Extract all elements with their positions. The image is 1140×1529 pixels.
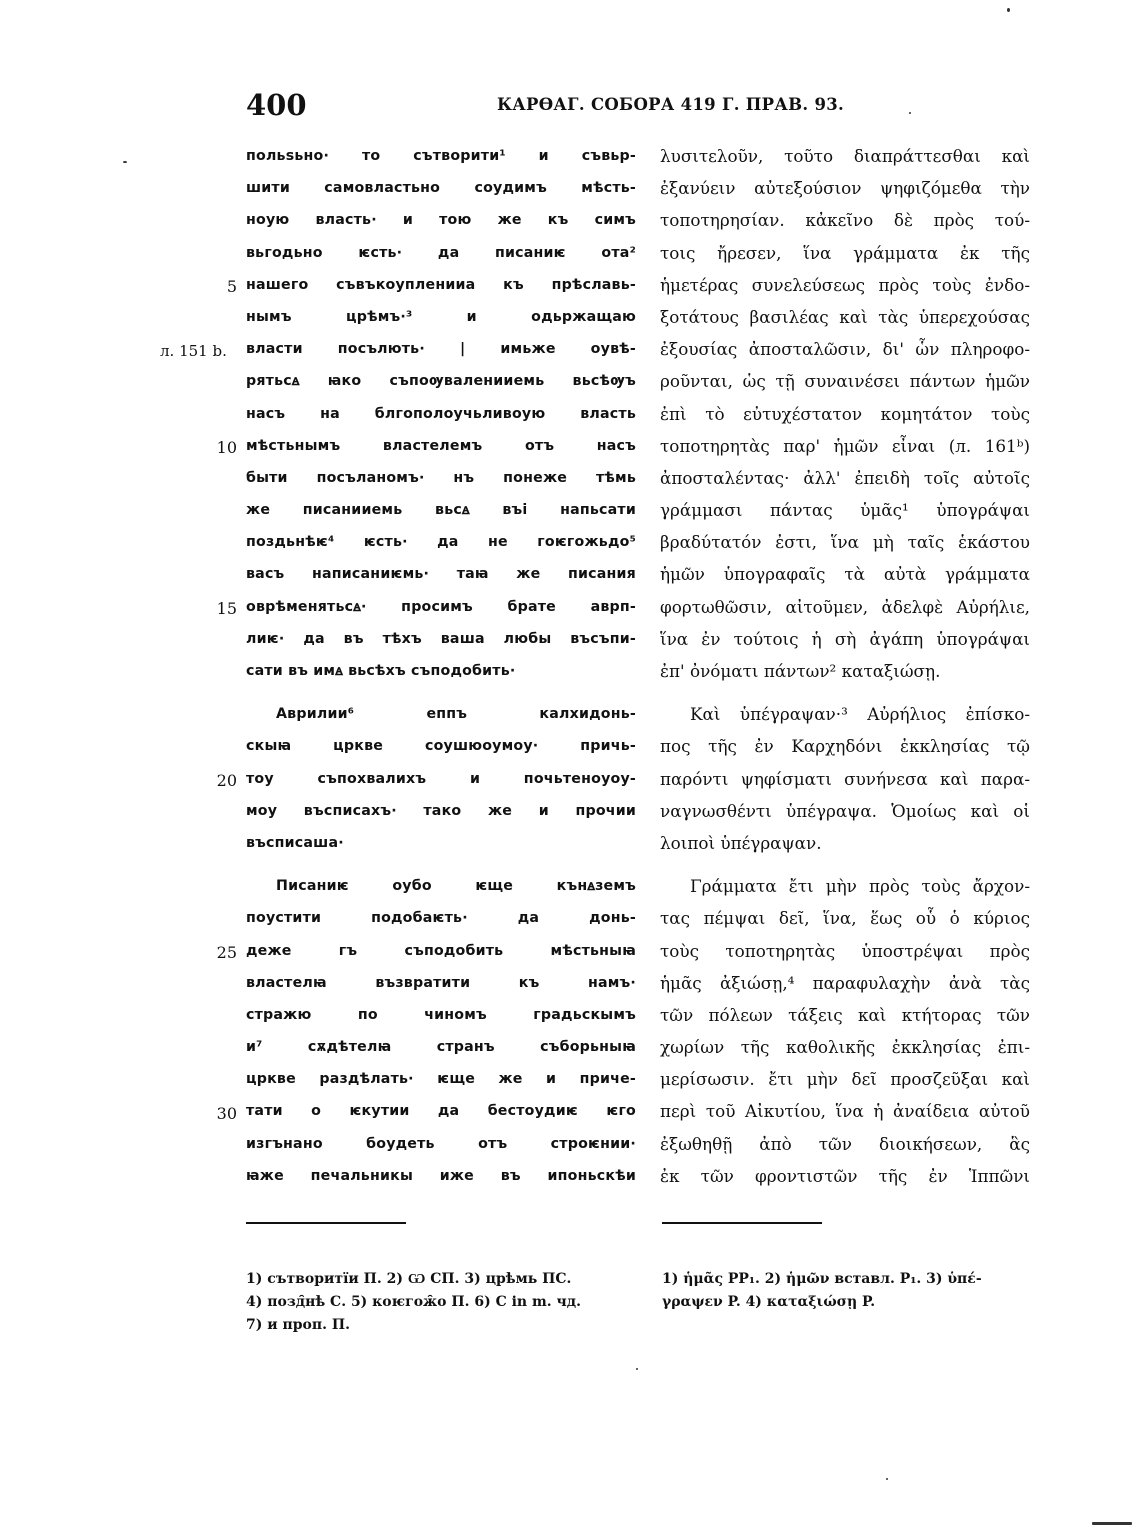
footnote-line: 4) позд̑нѣ С. 5) коѥгож̑о П. 6) С in m. чд.	[246, 1294, 581, 1310]
text-line: ꙗже печальникы иже въ ипоньскѣи	[246, 1167, 636, 1184]
text-line: насъ на блгополоучьливоую власть	[246, 405, 636, 422]
footnote-line: 7) и проп. П.	[246, 1317, 350, 1333]
folio-marker: л. 151 b.	[160, 342, 227, 360]
footnotes-right	[662, 1268, 1032, 1314]
text-line: ἐπὶ τὸ εὐτυχέστατον κομητάτον τοὺς	[660, 403, 1030, 424]
text-line: быти посъланомъ· нъ понеже тѣмь	[246, 469, 636, 486]
footnotes-left	[246, 1268, 646, 1337]
text-line: нымъ црѣмъ·³ и одьржащаю	[246, 308, 636, 325]
scan-speck	[909, 112, 911, 114]
text-line: ἐκ τῶν φροντιστῶν τῆς ἐν Ἱππῶνι	[660, 1165, 1030, 1186]
text-line: властелꙗ възвратити къ намъ·	[246, 974, 636, 991]
text-line: ἡμετέρας συνελεύσεως πρὸς τοὺς ἐνδο-	[660, 274, 1030, 295]
text-line: ноую власть· и тою же къ симъ	[246, 212, 636, 229]
text-line: въсписаша·	[246, 834, 344, 851]
scan-speck	[1092, 1522, 1132, 1525]
text-line: Аврилии⁶ еппъ калхидонь-	[276, 706, 636, 723]
text-line: παρόντι ψηφίσματι συνήνεσα καὶ παρα-	[660, 768, 1030, 789]
text-line: поздьнѣѥ⁴ ѥсть· да не гоѥгожьдо⁵	[246, 534, 636, 551]
text-line: λυσιτελοῦν, τοῦτο διαπράττεσθαι καὶ	[660, 146, 1030, 166]
text-line: ἐπ' ὀνόματι πάντων² καταξιώσῃ.	[660, 661, 941, 681]
margin-line-number: 30	[216, 1104, 237, 1123]
text-line: ἐξανύειν αὐτεξούσιον ψηφιζόμεθα τὴν	[660, 178, 1030, 199]
footnote-rule	[246, 1222, 406, 1224]
text-line: πος τῆς ἐν Καρχηδόνι ἐκκλησίας τῷ	[660, 736, 1030, 757]
text-line: рятьсꙙ ꙗко съпоѹваленииемь вьсѣѹъ	[246, 373, 636, 390]
text-line: τῶν πόλεων τάξεις καὶ κτήτορας τῶν	[660, 1004, 1030, 1025]
text-line: сати въ имꙙ вьсѣхъ съподобить·	[246, 663, 516, 679]
scan-speck	[1007, 8, 1010, 12]
text-line: лиѥ· да въ тѣхъ ваша любы въсъпи-	[246, 630, 636, 647]
text-line: μερίσωσιν. ἔτι μὴν δεῖ προσζεῦξαι καὶ	[660, 1069, 1030, 1090]
text-line: χωρίων τῆς καθολικῆς ἐκκλησίας ἐπι-	[660, 1037, 1030, 1058]
text-line: ἡμᾶς ἀξιώσῃ,⁴ παραφυλαχὴν ἀνὰ τὰς	[660, 972, 1030, 993]
text-line: ροῦνται, ὡς τῇ συναινέσει πάντων ἡμῶν	[660, 371, 1030, 392]
margin-line-number: 5	[226, 277, 237, 296]
text-line: изгънано боудеть отъ строѥнии·	[246, 1135, 636, 1152]
text-line: деже гъ съподобить мѣстьныꙗ	[246, 942, 636, 959]
text-line: γράμμασι πάντας ὑμᾶς¹ ὑπογράψαι	[660, 500, 1030, 521]
text-line: ἀποσταλέντας· ἀλλ' ἐπειδὴ τοῖς αὐτοῖς	[660, 467, 1030, 488]
text-line: τας πέμψαι δεῖ, ἵνα, ἕως οὗ ὁ κύριος	[660, 908, 1030, 929]
margin-line-number: 10	[216, 438, 237, 457]
text-line: и⁷ сѫдѣтелꙗ странъ съборьныꙗ	[246, 1039, 636, 1056]
text-line: Καὶ ὑπέγραψαν·³ Αὐρήλιος ἐπίσκο-	[690, 704, 1030, 725]
text-line: стражю по чиномъ градьскымъ	[246, 1006, 636, 1023]
text-line: моу въсписахъ· тако же и прочии	[246, 802, 636, 819]
footnote-line: γραψεν P. 4) καταξιώσῃ P.	[662, 1294, 876, 1310]
text-line: ἐξουσίας ἀποσταλῶσιν, δι' ὧν πληροφο-	[660, 339, 1030, 360]
greek-column	[660, 140, 1030, 1192]
text-line: τοὺς τοποτηρητὰς ὑποστρέψαι πρὸς	[660, 940, 1030, 961]
scan-speck	[886, 1478, 888, 1480]
text-line: τοποτηρησίαν. κἀκεῖνο δὲ πρὸς τού-	[660, 210, 1030, 231]
text-line: ἡμῶν ὑπογραφαῖς τὰ αὐτὰ γράμματα	[660, 564, 1030, 585]
running-header: КАРѲАГ. СОБОРА 419 Г. ПРАВ. 93.	[497, 95, 845, 114]
text-line: ξοτάτους βασιλέας καὶ τὰς ὑπερεχούσας	[660, 306, 1030, 327]
text-line: васъ написаниѥмь· таꙗ же писания	[246, 566, 636, 583]
text-line: λοιποὶ ὑπέγραψαν.	[660, 832, 822, 853]
text-line: ἐξωθηθῇ ἀπὸ τῶν διοικήσεων, ἃς	[660, 1133, 1030, 1154]
text-line: нашего съвъкоупленииа къ прѣславь-	[246, 276, 636, 293]
text-line: тати о ѥкутии да бестоудиѥ ѥго	[246, 1103, 636, 1120]
scan-speck	[123, 161, 127, 163]
text-line: скыꙗ цркве соушюоумоу· причь-	[246, 738, 636, 755]
text-line: шити самовластьно соудимъ мѣсть-	[246, 180, 636, 197]
margin-line-number: 15	[216, 599, 237, 618]
text-line: цркве раздѣлать· ѥще же и приче-	[246, 1071, 636, 1088]
text-line: польѕьно· то сътворити¹ и съвьр-	[246, 148, 636, 164]
footnote-line: 1) сътворитїи П. 2) Ѡ СП. 3) црѣмь ПС.	[246, 1271, 572, 1287]
text-line: поустити подобаѥть· да донь-	[246, 910, 636, 927]
text-line: ἵνα ἐν τούτοις ἡ σὴ ἀγάπη ὑπογράψαι	[660, 628, 1030, 649]
text-line: φορτωθῶσιν, αἰτοῦμεν, ἀδελφὲ Αὐρήλιε,	[660, 596, 1030, 617]
margin-line-number: 20	[216, 771, 237, 790]
text-line: оврѣменятьсꙙ· просимъ брате аврп-	[246, 598, 636, 615]
margin-line-number: 25	[216, 943, 237, 962]
text-line: τοις ἤρεσεν, ἵνα γράμματα ἐκ τῆς	[660, 242, 1030, 263]
footnote-rule	[662, 1222, 822, 1224]
text-line: вьгодьно ѥсть· да писаниѥ ота²	[246, 244, 636, 261]
text-line: ναγνωσθέντι ὑπέγραψα. Ὁμοίως καὶ οἱ	[660, 800, 1030, 821]
text-line: τοποτηρητὰς παρ' ἡμῶν εἶναι (л. 161ᵇ)	[660, 435, 1030, 456]
text-line: βραδύτατόν ἐστι, ἵνα μὴ ταῖς ἑκάστου	[660, 532, 1030, 553]
page-number: 400	[246, 88, 307, 122]
text-line: же писанииемь вьсꙙ въі напьсати	[246, 502, 636, 519]
scan-speck	[636, 1368, 638, 1370]
text-line: власти посълють· | имьже оувѣ-	[246, 341, 636, 358]
text-line: мѣстьнымъ властелемъ отъ насъ	[246, 437, 636, 454]
text-line: Γράμματα ἔτι μὴν πρὸς τοὺς ἄρχον-	[690, 876, 1030, 897]
text-line: Писаниѥ оубо ѥще кънꙙземъ	[276, 878, 636, 895]
text-line: тоу съпохвалихъ и почьтеноуоу-	[246, 770, 636, 787]
text-line: περὶ τοῦ Αἰκυτίου, ἵνα ἡ ἀναίδεια αὐτοῦ	[660, 1101, 1030, 1122]
footnote-line: 1) ἡμᾶς PP₁. 2) ἡμῶν вставл. P₁. 3) ὑπέ-	[662, 1271, 982, 1287]
slavonic-column	[246, 140, 636, 1192]
